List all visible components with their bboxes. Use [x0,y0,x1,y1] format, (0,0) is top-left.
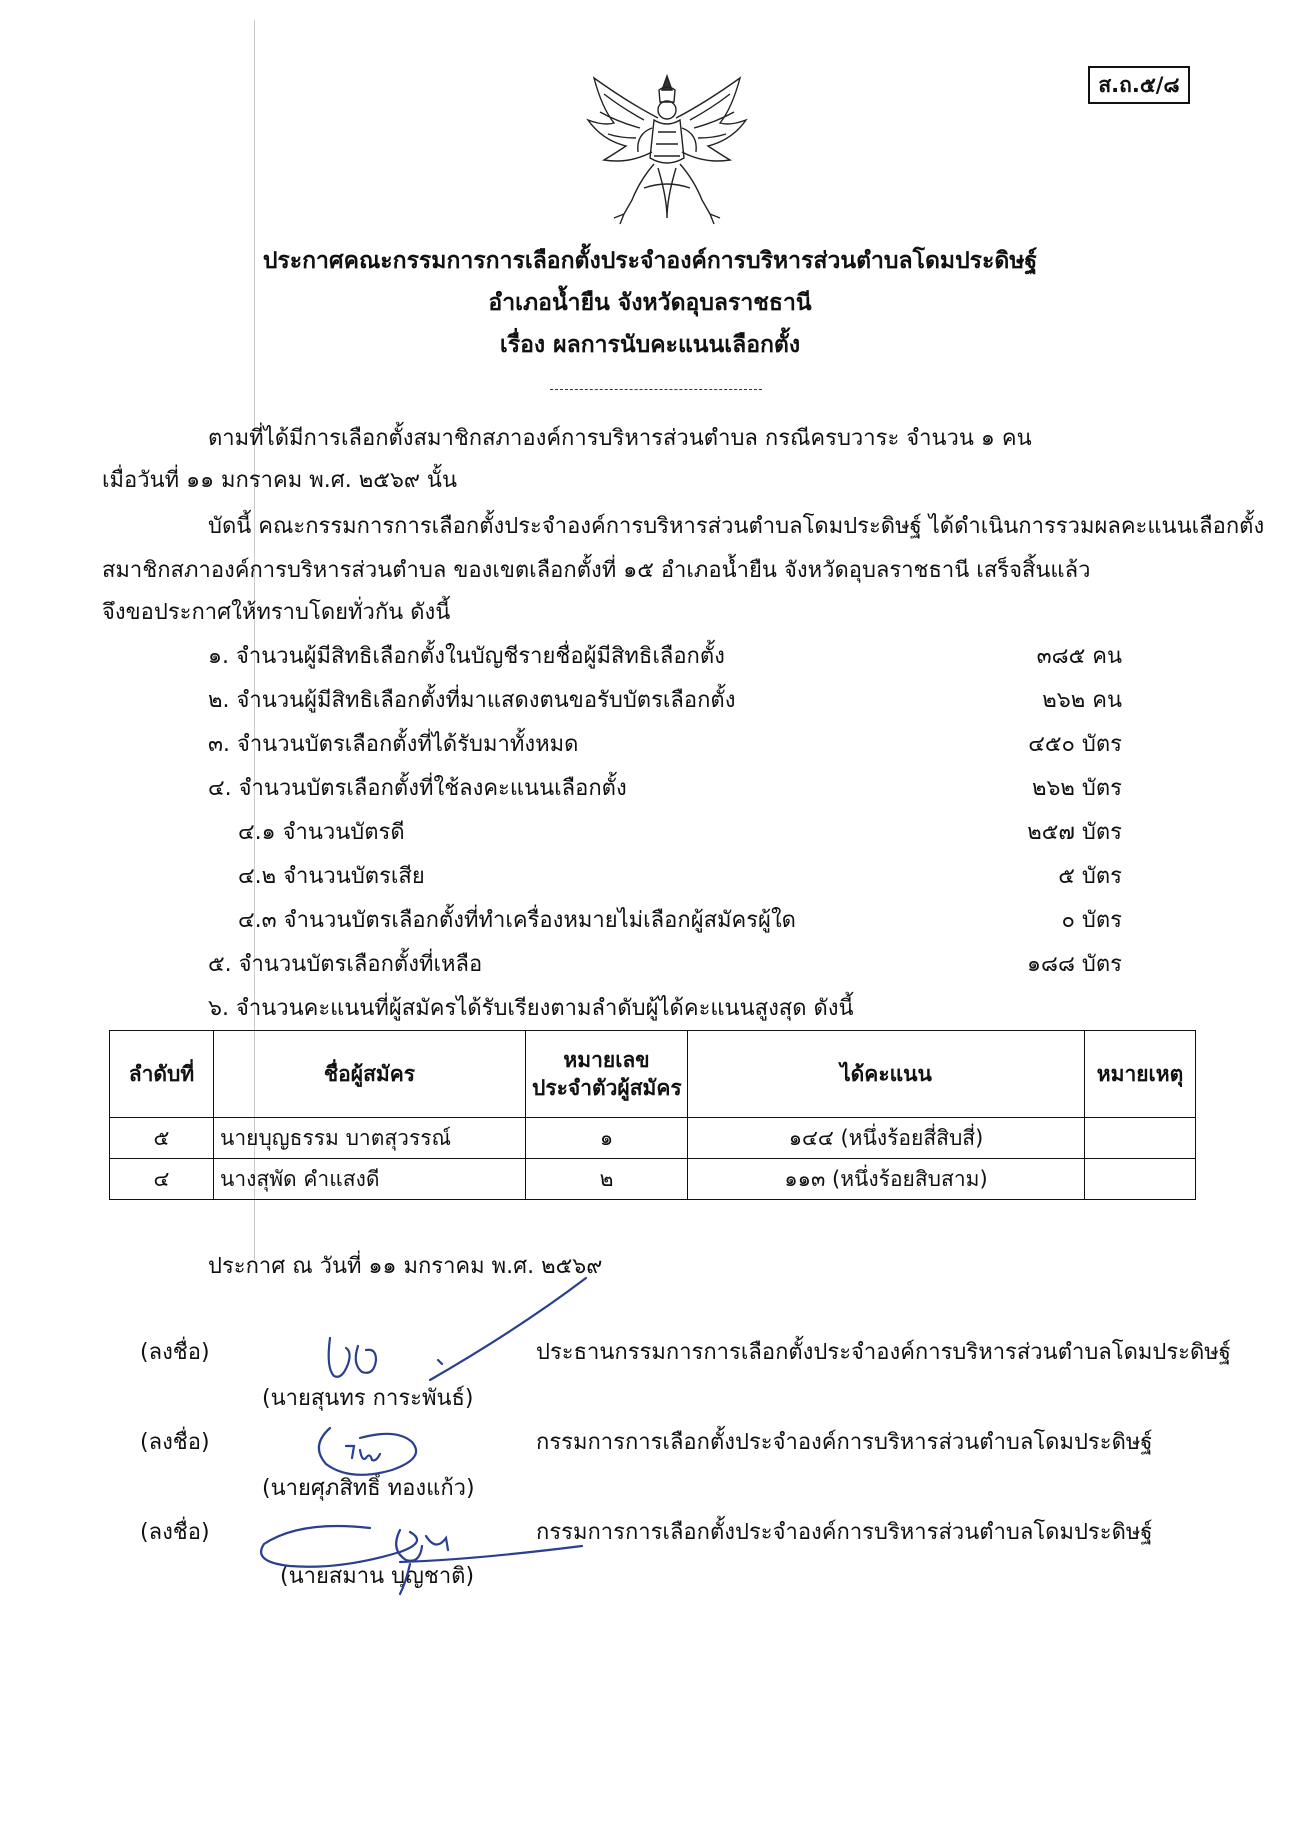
signer-name: (นายศุภสิทธิ์ ทองแก้ว) [262,1476,475,1501]
form-code-box: ส.ถ.๕/๘ [1088,66,1190,104]
sign-label: (ลงชื่อ) [140,1340,210,1365]
item-label: ๑. จำนวนผู้มีสิทธิเลือกตั้งในบัญชีรายชื่อผู้มีสิทธิเลือกตั้ง [208,644,725,669]
signature-2-icon [300,1400,460,1490]
intro-p1-line2: เมื่อวันที่ ๑๑ มกราคม พ.ศ. ๒๕๖๙ นั้น [102,468,457,493]
table-row [110,1159,1196,1200]
cell-note [1085,1118,1196,1159]
header-number-line2: ประจำตัวผู้สมัคร [532,1076,682,1100]
cell-number: ๒ [526,1159,688,1200]
table-row [110,1118,1196,1159]
signer-name: (นายสุนทร การะพันธ์) [262,1386,474,1411]
item-value: ๐ บัตร [1061,908,1122,933]
item-label: ๔.๑ จำนวนบัตรดี [238,820,405,845]
cell-rank: ๕ [110,1118,214,1159]
header-rank: ลำดับที่ [110,1031,214,1118]
signer-position: กรรมการการเลือกตั้งประจำองค์การบริหารส่วนตำบลโดมประดิษฐ์ [536,1520,1153,1545]
sign-label: (ลงชื่อ) [140,1430,210,1455]
signer-position: กรรมการการเลือกตั้งประจำองค์การบริหารส่วนตำบลโดมประดิษฐ์ [536,1430,1153,1455]
item-value: ๕ บัตร [1058,864,1122,889]
title-divider [550,389,762,390]
title-line-2: อำเภอน้ำยืน จังหวัดอุบลราชธานี [488,290,812,316]
signer-position: ประธานกรรมการการเลือกตั้งประจำองค์การบริหารส่วนตำบลโดมประดิษฐ์ [536,1340,1231,1365]
sign-label: (ลงชื่อ) [140,1520,210,1545]
intro-p2-line3: จึงขอประกาศให้ทราบโดยทั่วกัน ดังนี้ [102,600,451,625]
header-number-line1: หมายเลข [563,1048,650,1072]
cell-name: นางสุพัด คำแสงดี [214,1159,526,1200]
cell-note [1085,1159,1196,1200]
signature-1-icon [300,1268,600,1398]
intro-p1-line1: ตามที่ได้มีการเลือกตั้งสมาชิกสภาองค์การบริหารส่วนตำบล กรณีครบวาระ จำนวน ๑ คน [208,426,1032,451]
item-label: ๔.๒ จำนวนบัตรเสีย [238,864,425,889]
announce-date: ประกาศ ณ วันที่ ๑๑ มกราคม พ.ศ. ๒๕๖๙ [208,1254,603,1279]
cell-name: นายบุญธรรม บาตสุวรรณ์ [214,1118,526,1159]
signature-3-icon [250,1490,590,1600]
item-value: ๑๘๘ บัตร [1027,952,1122,977]
cell-votes: ๑๑๓ (หนึ่งร้อยสิบสาม) [688,1159,1085,1200]
header-number [526,1031,688,1118]
item-value: ๒๕๗ บัตร [1027,820,1122,845]
garuda-emblem-icon [574,68,760,228]
intro-p2-line2: สมาชิกสภาองค์การบริหารส่วนตำบล ของเขตเลือกตั้งที่ ๑๕ อำเภอน้ำยืน จังหวัดอุบลราชธานี เสร็จสิ้นแล้ว [102,558,1091,583]
item-label: ๕. จำนวนบัตรเลือกตั้งที่เหลือ [208,952,483,977]
header-votes: ได้คะแนน [688,1031,1085,1118]
item-value: ๔๕๐ บัตร [1028,732,1122,757]
results-table [109,1030,1196,1200]
title-line-1: ประกาศคณะกรรมการการเลือกตั้งประจำองค์การบริหารส่วนตำบลโดมประดิษฐ์ [262,248,1038,274]
item-value: ๒๖๒ คน [1042,688,1122,713]
item-label: ๔. จำนวนบัตรเลือกตั้งที่ใช้ลงคะแนนเลือกตั้ง [208,776,627,801]
intro-p2-line1: บัดนี้ คณะกรรมการการเลือกตั้งประจำองค์การบริหารส่วนตำบลโดมประดิษฐ์ ได้ดำเนินการรวมผลคะแนนเลือกตั้ง [208,514,1265,539]
header-name: ชื่อผู้สมัคร [214,1031,526,1118]
cell-rank: ๔ [110,1159,214,1200]
table-header-row [110,1031,1196,1118]
cell-number: ๑ [526,1118,688,1159]
item-label: ๔.๓ จำนวนบัตรเลือกตั้งที่ทำเครื่องหมายไม่เลือกผู้สมัครผู้ใด [238,908,796,933]
header-note: หมายเหตุ [1085,1031,1196,1118]
signer-name: (นายสมาน บุญชาติ) [280,1564,475,1589]
item-label: ๓. จำนวนบัตรเลือกตั้งที่ได้รับมาทั้งหมด [208,732,579,757]
cell-votes: ๑๔๔ (หนึ่งร้อยสี่สิบสี่) [688,1118,1085,1159]
title-line-3: เรื่อง ผลการนับคะแนนเลือกตั้ง [499,332,801,358]
item-label: ๒. จำนวนผู้มีสิทธิเลือกตั้งที่มาแสดงตนขอรับบัตรเลือกตั้ง [208,688,736,713]
item-6-label: ๖. จำนวนคะแนนที่ผู้สมัครได้รับเรียงตามลำดับผู้ได้คะแนนสูงสุด ดังนี้ [208,996,854,1021]
item-value: ๒๖๒ บัตร [1031,776,1122,801]
item-value: ๓๘๕ คน [1036,644,1122,669]
